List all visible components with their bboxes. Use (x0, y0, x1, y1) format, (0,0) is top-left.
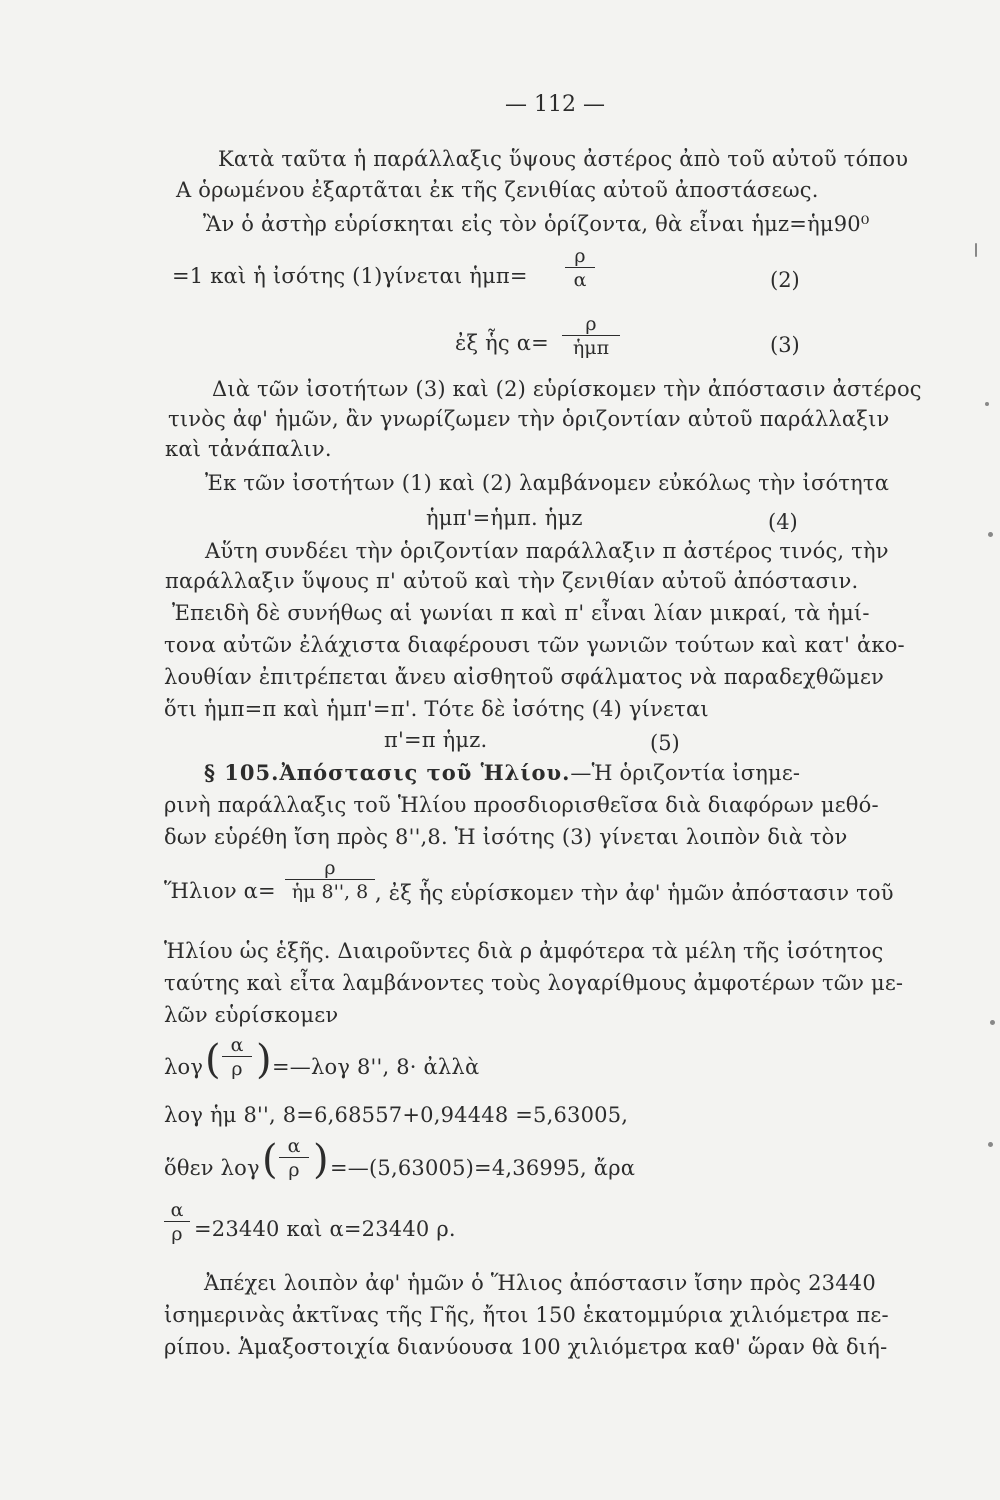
text-line: παράλλαξιν ὕψους π' αὐτοῦ καὶ τὴν ζενιθίαν αὐτοῦ ἀπόστασιν. (165, 569, 859, 593)
fraction (562, 314, 620, 359)
left-paren: ( (205, 1037, 221, 1083)
fraction-bar (285, 879, 375, 880)
scan-speck (988, 532, 993, 537)
text-line: ρίπου. Ἁμαξοστοιχία διανύουσα 100 χιλιόμετρα καθ' ὥραν θὰ διή- (164, 1335, 888, 1359)
text-line: Ἐκ τῶν ἰσοτήτων (1) καὶ (2) λαμβάνομεν εὐκόλως τὴν ἰσότητα (205, 471, 890, 495)
fraction-denominator: ρ (288, 1159, 300, 1181)
text-line: λογ ἡμ 8'', 8=6,68557+0,94448 =5,63005, (164, 1103, 629, 1127)
section-title: Ἀπόστασις τοῦ Ἡλίου. (279, 760, 571, 785)
fraction (222, 1035, 252, 1080)
equation-number: (4) (768, 510, 798, 534)
text-line: ρινὴ παράλλαξις τοῦ Ἡλίου προσδιορισθεῖσα διὰ διαφόρων μεθό- (164, 793, 879, 817)
fraction-bar (222, 1056, 252, 1057)
scan-speck (990, 1020, 995, 1025)
section-number: § 105. (204, 760, 280, 785)
text-line: Α ὁρωμένου ἐξαρτᾶται ἐκ τῆς ζενιθίας αὐτοῦ ἀποστάσεως. (176, 178, 819, 202)
fraction-numerator: α (230, 1034, 244, 1056)
fraction (565, 246, 595, 291)
text-line: Διὰ τῶν ἰσοτήτων (3) καὶ (2) εὑρίσκομεν τὴν ἀπόστασιν ἀστέρος (212, 377, 922, 401)
text-line: Κατὰ ταῦτα ἡ παράλλαξις ὕψους ἀστέρος ἀπὸ τοῦ αὐτοῦ τόπου (218, 147, 909, 171)
right-paren: ) (313, 1137, 329, 1183)
right-paren: ) (256, 1037, 272, 1083)
fraction-denominator: ρ (171, 1223, 183, 1245)
text-line: =—(5,63005)=4,36995, ἄρα (330, 1156, 636, 1180)
fraction-denominator: α (573, 269, 587, 291)
fraction-numerator: α (170, 1199, 184, 1221)
text-line: =1 καὶ ἡ ἰσότης (1)γίνεται ἡμπ= (172, 264, 528, 288)
fraction-numerator: ρ (324, 857, 336, 879)
fraction (279, 1136, 309, 1181)
text-line: Ἂν ὁ ἀστὴρ εὑρίσκηται εἰς τὸν ὁρίζοντα, θὰ εἶναι ἡμz=ἡμ90⁰ (203, 212, 870, 236)
fraction-denominator: ἡμπ (572, 337, 610, 359)
fraction-denominator: ἡμ 8'', 8 (291, 881, 369, 903)
fraction-numerator: ρ (574, 245, 586, 267)
text-line: ἰσημερινὰς ἀκτῖνας τῆς Γῆς, ἤτοι 150 ἑκατομμύρια χιλιόμετρα πε- (164, 1303, 889, 1327)
page-number: — 112 — (505, 92, 605, 117)
left-paren: ( (262, 1137, 278, 1183)
text-line: τινὸς ἀφ' ἡμῶν, ἂν γνωρίζωμεν τὴν ὁριζοντίαν αὐτοῦ παράλλαξιν (168, 407, 890, 431)
fraction-numerator: ρ (585, 313, 597, 335)
text-line: δων εὑρέθη ἴση πρὸς 8'',8. Ἡ ἰσότης (3) γίνεται λοιπὸν διὰ τὸν (164, 825, 848, 849)
text-line: π'=π ἡμz. (384, 728, 488, 752)
text-line: ἡμπ'=ἡμπ. ἡμz (426, 506, 583, 530)
text-line: ταύτης καὶ εἶτα λαμβάνοντες τοὺς λογαρίθμους ἀμφοτέρων τῶν με- (164, 971, 904, 995)
fraction-denominator: ρ (231, 1058, 243, 1080)
fraction-bar (164, 1221, 190, 1222)
text-line: ἐξ ἧς α= (455, 331, 549, 355)
text-line: καὶ τἀνάπαλιν. (165, 437, 332, 461)
scan-speck (985, 402, 989, 406)
text-line: Ἐπειδὴ δὲ συνήθως αἱ γωνίαι π καὶ π' εἶναι λίαν μικραί, τὰ ἡμί- (172, 601, 870, 625)
fraction-bar (565, 267, 595, 268)
fraction (164, 1200, 190, 1245)
text-line: Αὕτη συνδέει τὴν ὁριζοντίαν παράλλαξιν π ἀστέρος τινός, τὴν (205, 539, 889, 563)
text-line: Ἡλίου ὡς ἑξῆς. Διαιροῦντες διὰ ρ ἀμφότερα τὰ μέλη τῆς ἰσότητος (164, 939, 884, 963)
text-line: λουθίαν ἐπιτρέπεται ἄνευ αἰσθητοῦ σφάλματος νὰ παραδεχθῶμεν (164, 665, 884, 689)
fraction-bar (562, 335, 620, 336)
text-line: ὅτι ἡμπ=π καὶ ἡμπ'=π'. Τότε δὲ ἰσότης (4) γίνεται (164, 697, 709, 721)
equation-number: (2) (770, 268, 800, 292)
section-text: —Ἡ ὁριζοντία ἰσημε- (570, 761, 801, 785)
text-line: λῶν εὑρίσκομεν (164, 1003, 339, 1027)
fraction (285, 858, 375, 903)
section-heading-line (204, 760, 800, 786)
text-line: =23440 καὶ α=23440 ρ. (194, 1217, 456, 1241)
equation-number: (3) (770, 333, 800, 357)
text-line: τονα αὐτῶν ἐλάχιστα διαφέρουσι τῶν γωνιῶν τούτων καὶ κατ' ἀκο- (164, 633, 905, 657)
scan-mark (975, 243, 977, 257)
equation-number: (5) (650, 731, 680, 755)
fraction-numerator: α (287, 1135, 301, 1157)
text-line: λογ (164, 1055, 204, 1079)
text-line: =—λογ 8'', 8· ἀλλὰ (272, 1055, 480, 1079)
fraction-bar (279, 1157, 309, 1158)
scan-speck (988, 1142, 993, 1147)
text-line: Ἥλιον α= (164, 879, 276, 903)
text-line: ὅθεν λογ (164, 1156, 260, 1180)
text-line: Ἀπέχει λοιπὸν ἀφ' ἡμῶν ὁ Ἥλιος ἀπόστασιν ἴσην πρὸς 23440 (204, 1271, 876, 1295)
text-line: , ἐξ ἧς εὑρίσκομεν τὴν ἀφ' ἡμῶν ἀπόστασιν τοῦ (375, 881, 894, 905)
